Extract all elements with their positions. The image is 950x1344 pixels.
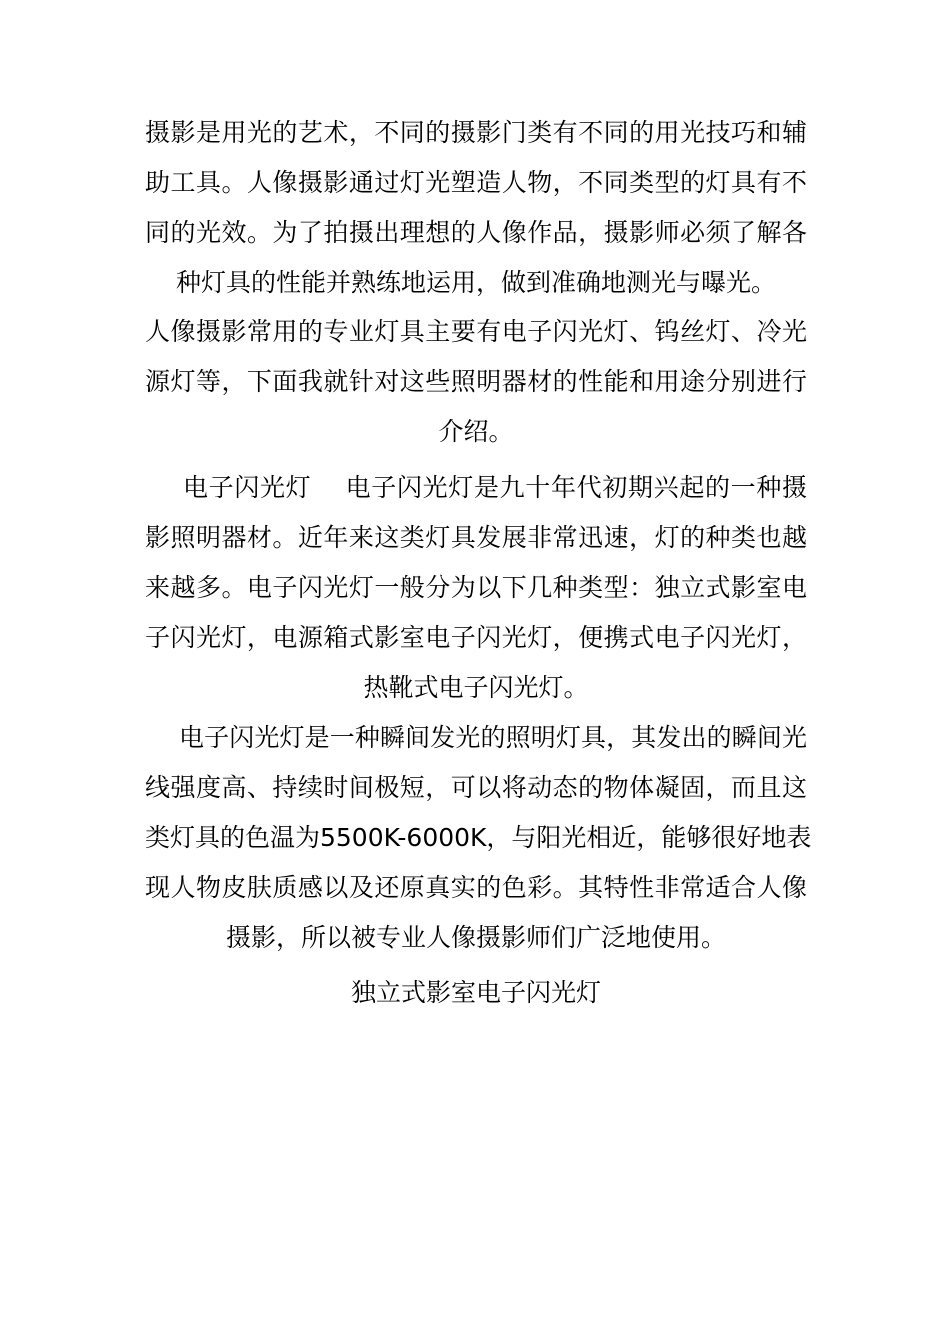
- paragraph-2-line-2: 源灯等，下面我就针对这些照明器材的性能和用途分别进行: [145, 367, 807, 396]
- paragraph-4-line-2: 线强度高、持续时间极短，可以将动态的物体凝固，而且这: [145, 773, 807, 802]
- paragraph-4-line-3: 类灯具的色温为5500K-6000K，与阳光相近，能够很好地表: [145, 823, 812, 852]
- paragraph-3-line-4: 子闪光灯，电源箱式影室电子闪光灯，便携式电子闪光灯，: [145, 623, 807, 652]
- paragraph-3-line-3: 来越多。电子闪光灯一般分为以下几种类型：独立式影室电: [145, 573, 807, 602]
- paragraph-1-line-3: 同的光效。为了拍摄出理想的人像作品，摄影师必须了解各: [145, 218, 807, 247]
- paragraph-1-line-4: 种灯具的性能并熟练地运用，做到准确地测光与曝光。: [175, 268, 776, 297]
- paragraph-2-line-3: 介绍。: [438, 417, 514, 446]
- paragraph-3-line-5: 热靴式电子闪光灯。: [363, 673, 589, 702]
- paragraph-3-line-2: 影照明器材。近年来这类灯具发展非常迅速，灯的种类也越: [145, 523, 807, 552]
- paragraph-1-line-1: 摄影是用光的艺术，不同的摄影门类有不同的用光技巧和辅: [145, 118, 807, 147]
- paragraph-4-line-4: 现人物皮肤质感以及还原真实的色彩。其特性非常适合人像: [145, 873, 807, 902]
- paragraph-4-line-5: 摄影，所以被专业人像摄影师们广泛地使用。: [225, 923, 726, 952]
- section-heading: 独立式影室电子闪光灯: [350, 978, 601, 1007]
- paragraph-3-line-1: 电子闪光灯 电子闪光灯是九十年代初期兴起的一种摄: [183, 473, 807, 502]
- paragraph-4-line-1: 电子闪光灯是一种瞬间发光的照明灯具，其发出的瞬间光: [179, 723, 807, 752]
- paragraph-1-line-2: 助工具。人像摄影通过灯光塑造人物，不同类型的灯具有不: [145, 168, 807, 197]
- paragraph-2-line-1: 人像摄影常用的专业灯具主要有电子闪光灯、钨丝灯、冷光: [145, 317, 807, 346]
